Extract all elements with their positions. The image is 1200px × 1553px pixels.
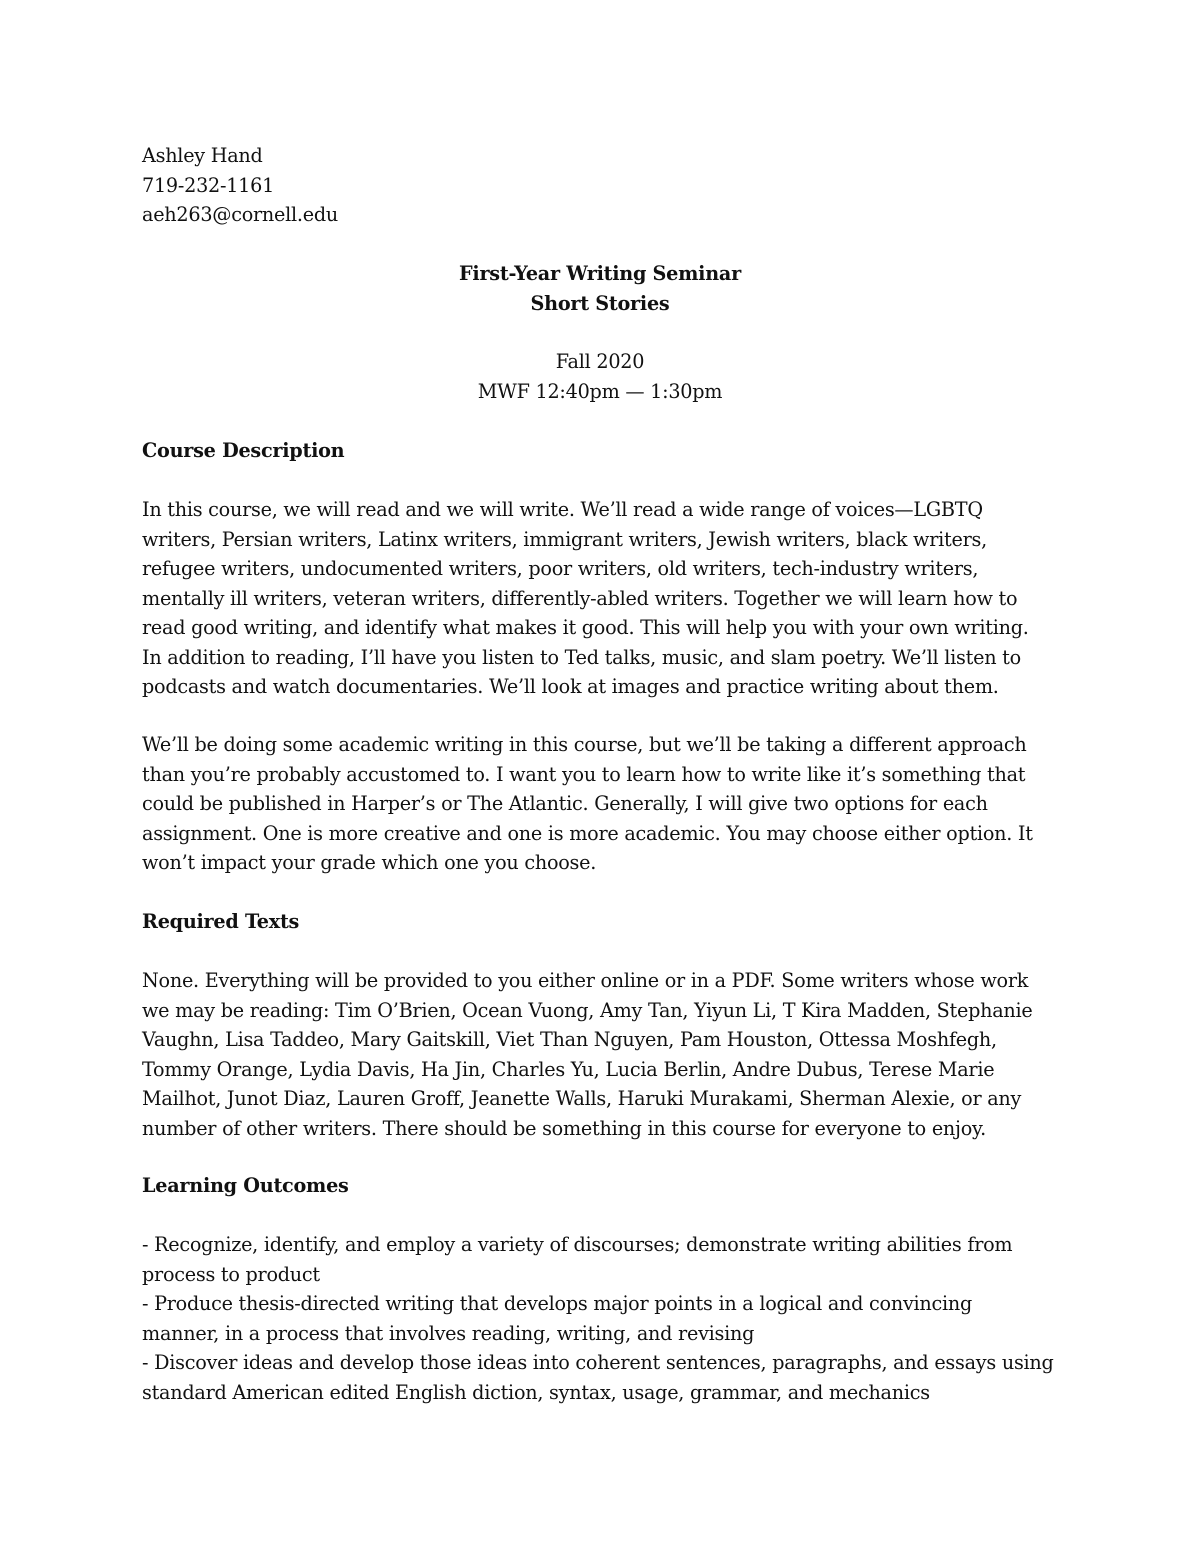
description-heading-block: [142, 436, 1072, 466]
paragraph-line: we may be reading: Tim O’Brien, Ocean Vuong, Amy Tan, Yiyun Li, T Kira Madden, Stephanie: [142, 998, 1033, 1022]
description-paragraph-1: [142, 495, 1072, 702]
paragraph-line: than you’re probably accustomed to. I want you to learn how to write like it’s something that: [142, 762, 1026, 786]
description-paragraph-2: [142, 730, 1072, 878]
paragraph-line: read good writing, and identify what makes it good. This will help you with your own writing.: [142, 616, 1029, 639]
list-item: standard American edited English diction, syntax, usage, grammar, and mechanics: [142, 1380, 930, 1404]
paragraph-line: number of other writers. There should be something in this course for everyone to enjoy.: [142, 1116, 986, 1140]
outcomes-heading: Learning Outcomes: [142, 1174, 349, 1197]
instructor-email: aeh263@cornell.edu: [142, 203, 339, 226]
paragraph-line: In addition to reading, I’ll have you listen to Ted talks, music, and slam poetry. We’ll listen to: [142, 645, 1021, 669]
course-subtitle: Short Stories: [530, 291, 670, 315]
course-schedule: MWF 12:40pm — 1:30pm: [477, 379, 723, 403]
paragraph-line: mentally ill writers, veteran writers, differently-abled writers. Together we will learn how to: [142, 586, 1018, 610]
paragraph-line: In this course, we will read and we will write. We’ll read a wide range of voices—LGBTQ: [142, 498, 983, 521]
list-item: - Discover ideas and develop those ideas into coherent sentences, paragraphs, and essays using: [142, 1351, 1054, 1374]
course-title-block: [0, 259, 1200, 318]
list-item: - Recognize, identify, and employ a variety of discourses; demonstrate writing abilities from: [142, 1233, 1013, 1256]
outcomes-list: [142, 1230, 1072, 1407]
list-item: manner, in a process that involves reading, writing, and revising: [142, 1321, 755, 1345]
paragraph-line: podcasts and watch documentaries. We’ll look at images and practice writing about them.: [142, 675, 999, 698]
outcomes-heading-block: [142, 1171, 1072, 1201]
paragraph-line: We’ll be doing some academic writing in this course, but we’ll be taking a different approach: [142, 733, 1027, 756]
paragraph-line: won’t impact your grade which one you choose.: [142, 851, 597, 874]
instructor-phone: 719-232-1161: [142, 173, 275, 197]
paragraph-line: Mailhot, Junot Diaz, Lauren Groff, Jeanette Walls, Haruki Murakami, Sherman Alexie, or any: [142, 1087, 1022, 1110]
paragraph-line: Tommy Orange, Lydia Davis, Ha Jin, Charles Yu, Lucia Berlin, Andre Dubus, Terese Marie: [142, 1057, 995, 1081]
description-heading: Course Description: [142, 439, 345, 462]
contact-block: [142, 141, 1072, 230]
paragraph-line: assignment. One is more creative and one is more academic. You may choose either option. It: [142, 821, 1033, 845]
course-term-block: [0, 347, 1200, 406]
instructor-name: Ashley Hand: [142, 144, 263, 167]
texts-heading: Required Texts: [142, 910, 300, 933]
course-term: Fall 2020: [555, 350, 645, 373]
paragraph-line: refugee writers, undocumented writers, poor writers, old writers, tech-industry writers,: [142, 557, 979, 580]
paragraph-line: could be published in Harper’s or The Atlantic. Generally, I will give two options for each: [142, 792, 988, 815]
list-item: - Produce thesis-directed writing that develops major points in a logical and convincing: [142, 1292, 973, 1315]
texts-heading-block: [142, 907, 1072, 937]
paragraph-line: None. Everything will be provided to you either online or in a PDF. Some writers whose work: [142, 969, 1029, 992]
list-item: process to product: [142, 1262, 320, 1286]
course-title: First-Year Writing Seminar: [459, 262, 741, 285]
paragraph-line: Vaughn, Lisa Taddeo, Mary Gaitskill, Viet Than Nguyen, Pam Houston, Ottessa Moshfegh,: [142, 1028, 997, 1051]
texts-paragraph: [142, 966, 1072, 1143]
paragraph-line: writers, Persian writers, Latinx writers, immigrant writers, Jewish writers, black writers,: [142, 527, 987, 551]
